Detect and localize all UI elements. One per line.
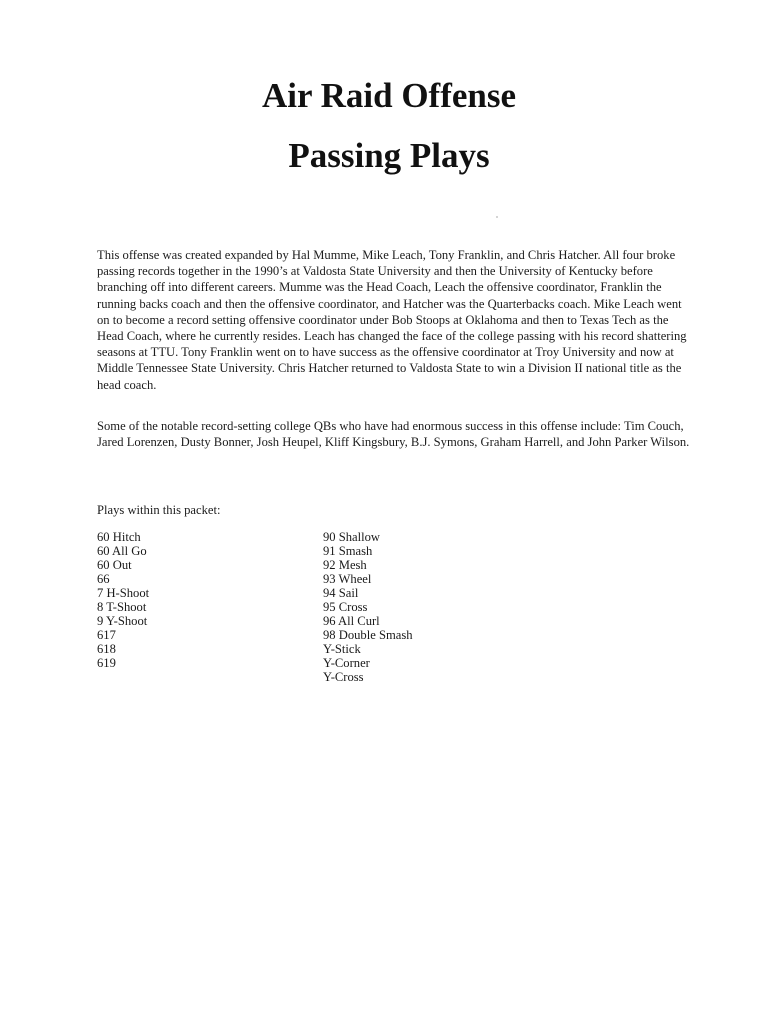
list-item: 617: [97, 628, 116, 642]
list-item: 9 Y-Shoot: [97, 614, 148, 628]
plays-list-right: [323, 530, 413, 684]
list-item: 7 H-Shoot: [97, 586, 150, 600]
list-item: 98 Double Smash: [323, 628, 413, 642]
quarterbacks-paragraph: Some of the notable record-setting college QBs who have had enormous success in this offense include: Tim Couch, Jared Lorenzen, Dusty Bonner, Josh Heupel, Kliff Kingsbury, B.J. Symons, Graham Harrell, and John Parker Wilson.: [97, 419, 690, 450]
title-line-1: Air Raid Offense: [261, 76, 517, 115]
list-item: 618: [97, 642, 116, 656]
list-item: Y-Cross: [323, 670, 364, 684]
list-item: 93 Wheel: [323, 572, 372, 586]
plays-heading: Plays within this packet:: [97, 503, 221, 517]
list-item: 94 Sail: [323, 586, 359, 600]
plays-list-left: [97, 530, 149, 670]
list-item: 60 All Go: [97, 544, 147, 558]
list-item: 66: [97, 572, 110, 586]
list-item: 60 Out: [97, 558, 132, 572]
list-item: Y-Corner: [323, 656, 370, 670]
list-item: 8 T-Shoot: [97, 600, 147, 614]
list-item: 96 All Curl: [323, 614, 380, 628]
list-item: 91 Smash: [323, 544, 373, 558]
list-item: 92 Mesh: [323, 558, 367, 572]
list-item: 90 Shallow: [323, 530, 381, 544]
list-item: 60 Hitch: [97, 530, 141, 544]
title-line-2: Passing Plays: [288, 136, 490, 175]
scan-speck: [496, 216, 498, 218]
intro-paragraph: This offense was created expanded by Hal Mumme, Mike Leach, Tony Franklin, and Chris Hatcher. All four broke passing records together in the 1990’s at Valdosta State University and then the University of Kentucky before branching off into different careers. Mumme was the Head Coach, Leach the offensive coordinator, Franklin the running backs coach and then the offensive coordinator, and Hatcher was the Quarterbacks coach. Mike Leach went on to become a record setting offensive coordinator under Bob Stoops at Oklahoma and then to Texas Tech as the Head Coach, where he currently resides. Leach has changed the face of the college passing with his record shattering seasons at TTU. Tony Franklin went on to have success as the offensive coordinator at Troy University and now at Middle Tennessee State University. Chris Hatcher returned to Valdosta State to win a Division II national title as the head coach.: [97, 248, 687, 392]
list-item: Y-Stick: [323, 642, 361, 656]
list-item: 95 Cross: [323, 600, 368, 614]
list-item: 619: [97, 656, 116, 670]
